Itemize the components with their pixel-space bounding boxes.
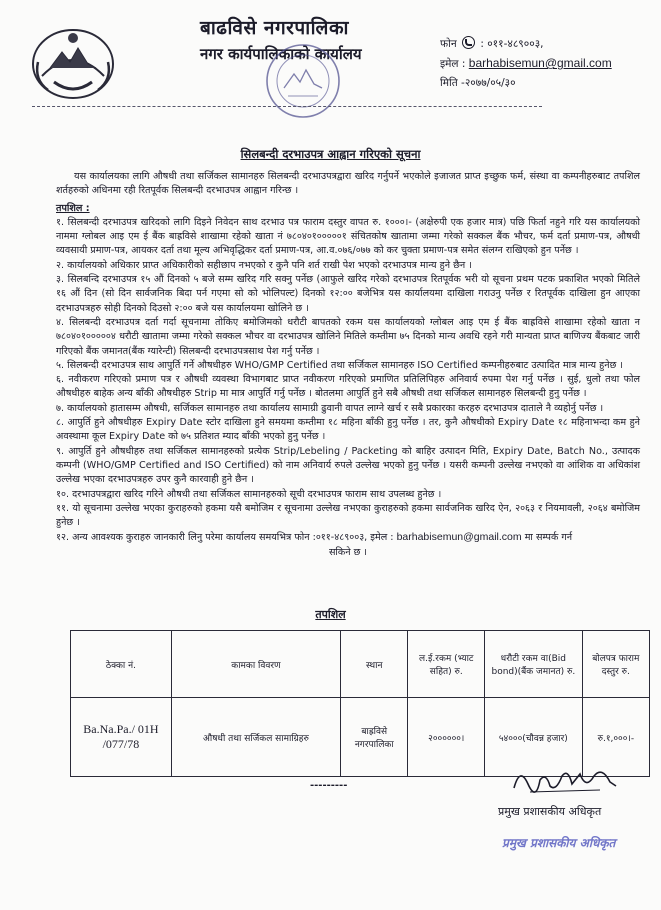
header-bid-bond: धरौटी रकम वा(Bid bond)(बैंक जमानत) रु. <box>485 631 583 698</box>
notice-intro: यस कार्यालयका लागि औषधी तथा सर्जिकल सामानहरु सिलबन्दी दरभाउपत्रद्वारा खरिद गर्नुपर्ने भएकोले इजाजत प्राप्त इच्छुक फर्म, संस्था वा कम्पनीहरुबाट तपशिल शर्तहरुको अधिनमा रही रितपूर्वक सिलबन्दी दरभाउपत्र आह्वान गरिन्छ । <box>56 171 640 197</box>
condition-item: ६. नवीकरण गरिएको प्रमाण पत्र र औषधी व्यवस्था विभागबाट प्राप्त नवीकरण गरिएको प्रमाणित प्रतिलिपिहरु अनिवार्य रुपमा पेश गर्नु पर्नेछ । सुई, धुलो तथा फोल औषधीहरु बाहेक अन्य बाँकी औषधीहरु Strip मा मात्र आपुर्ति गर्नु पर्नेछ । बोतलमा आपुर्ति हुने सबै औषधी तथा सर्जिकल सामानहरु सिलबन्दी हुनु पर्नेछ । <box>56 374 640 400</box>
notice-title-text: सिलबन्दी दरभाउपत्र आह्वान गरिएको सूचना <box>240 147 421 161</box>
phone-label: फोन <box>440 38 457 50</box>
header-description: कामका विवरण <box>171 631 340 698</box>
condition-item-contact <box>56 530 640 545</box>
tender-table <box>70 630 650 777</box>
org-name: बाढविसे नगरपालिका <box>200 17 349 39</box>
header-location: स्थान <box>341 631 408 698</box>
cell-form-fee: रु.१,०००।- <box>582 698 649 777</box>
contact-instruction-end: सकिने छ । <box>328 546 368 558</box>
condition-item: ११. यो सूचनामा उल्लेख भएका कुराहरुको हकमा यसै बमोजिम र सूचनामा उल्लेख नभएका कुराहरुको हकमा सार्वजनिक खरिद ऐन, २०६३ र नियमावली, २०६४ बमोजिम हुनेछ । <box>56 502 640 529</box>
notice-body <box>56 170 640 560</box>
handwritten-signature <box>510 762 620 800</box>
email-value: barhabisemun@gmail.com <box>468 56 612 70</box>
condition-item: ३. सिलबन्दि दरभाउपत्र १५ औं दिनको ५ बजे सम्म खरिद गरि सक्नु पर्नेछ (आफुले खरिद गरेको दरभाउपत्र रितपूर्वक भरी यो सूचना प्रथम पटक प्रकाशित भएको मितिले १६ औं दिन (सो दिन सार्वजनिक बिदा पर्न गएमा सो को भोलिपल्ट) दिनको १२:०० बजेभित्र यस कार्यालयमा दाखिला गराउनु पर्नेछ र रितपूर्वक दाखिला हुन आएका दरभाउपत्रहरु सोही दिनको दिउसो २:०० बजे यस कार्यालयमा खोलिने छ । <box>56 274 640 314</box>
condition-item: ८. आपुर्ति हुने औषधीहरु Expiry Date स्टोर दाखिला हुने समयमा कम्तीमा १८ महिना बाँकी हुनु पर्नेछ । तर, कुनै औषधीको Expiry Date १८ महिनाभन्दा कम हुने अवस्थामा कूल Expiry Date को ७५ प्रतिशत म्याद बाँकी भएको हुनु पर्नेछ । <box>56 417 640 443</box>
condition-item: ७. कार्यालयको हातासम्म औषधी, सर्जिकल सामानहरु तथा कार्यालय सामाग्री ढुवानी वापत लाग्ने खर्च र सबै प्रकारका करहरु दरभाउपत्र दाताले नै व्यहोर्नु पर्नेछ । <box>56 402 604 414</box>
signature-dashes: --------- <box>310 780 348 791</box>
signer-title: प्रमुख प्रशासकीय अधिकृत <box>498 805 602 818</box>
phone-value: : ०११-४८९००३, <box>480 38 544 50</box>
cell-description: औषधी तथा सर्जिकल सामाग्रिहरु <box>171 698 340 777</box>
office-name: नगर कार्यपालिकाको कार्यालय <box>200 45 362 63</box>
condition-item: ९. आपुर्ति हुने औषधीहरु तथा सर्जिकल सामानहरुको प्रत्येक Strip/Lebeling / Packeting को बाहिर उत्पादन मिति, Expiry Date, Batch No., उत्पादक कम्पनी (WHO/GMP Certified and ISO Certified) को नाम अनिवार्य रुपले उल्लेख भएको हुनु पर्नेछ । यसरी कम्पनी उल्लेख नभएको वा आंशिक वा अधिकांश उल्लेख भएका दरभाउपत्रहरु उपर कुनै कारवाही हुने छैन । <box>56 445 640 486</box>
phone-row <box>440 34 650 54</box>
header-contract-no: ठेक्का नं. <box>71 631 172 698</box>
header-estimate: ल.ई.रकम (भ्याट सहित) रु. <box>408 631 485 698</box>
office-seal-stamp <box>262 40 344 122</box>
cell-contract-no: Ba.Na.Pa./ 01H /077/78 <box>71 698 172 777</box>
official-stamp-text: प्रमुख प्रशासकीय अधिकृत <box>502 836 616 850</box>
date-row <box>440 74 650 93</box>
condition-item: ५. सिलबन्दी दरभाउपत्र साथ आपुर्ति गर्ने औषधीहरु WHO/GMP Certified तथा सर्जिकल सामानहरु ISO Certified कम्पनीहरुबाट उत्पादित मात्र मान्य हुनेछ । <box>56 359 623 371</box>
notice-title <box>0 147 661 162</box>
condition-item: ४. सिलबन्दी दरभाउपत्र दर्ता गर्दा सूचनामा तोकिए बमोजिमको धरौटी बापतको रकम यस कार्यालयको ग्लोबल आइ एम ई बैंक बाह्रविसे शाखामा रहेको खाता न ७८०४०१०००००४ धरौटी खातामा जम्मा गरेको सक्कल भौचर वा दरभाउपत्र खोलिने मितिले कम्तीमा ७५ दिनको मान्य अवधि रहने गरी मान्यता प्राप्त बाणिज्य बैंकबाट जारी गरिएको बैंक जमानत(बैंक ग्यारेन्टी) सिलबन्दी दरभाउपत्रसाथ पेश गर्नु पर्नेछ । <box>56 316 640 357</box>
phone-icon <box>462 36 475 49</box>
date-value: -२०७७/०५/३० <box>461 77 516 89</box>
table-header-row <box>71 631 650 698</box>
date-label: मिति <box>440 77 458 89</box>
cell-location: बाह्रविसे नगरपालिका <box>341 698 408 777</box>
condition-item: २. कार्यालयको अधिकार प्राप्त अधिकारीको सहीछाप नभएको र कुनै पनि शर्त राखी पेश भएको दरभाउपत्र मान्य हुने छैन । <box>56 259 472 271</box>
email-row <box>440 54 650 74</box>
condition-item: १. सिलबन्दी दरभाउपत्र खरिदको लागि दिइने निवेदन साथ दरभाउ पत्र फाराम दस्तुर वापत रु. १०००।- (अक्षेरुपी एक हजार मात्र) पछि फिर्ता नहुने गरि यस कार्यालयको नाममा ग्लोबल आइ एम ई बैंक बाह्रविसे शाखामा रहेको खाता नं ७८०४०१०००००१ संचितकोष खातामा जम्मा गरेको सक्कल बैंक भौचर, फर्म दर्ता प्रमाण-पत्र, औषधी व्यवसायी प्रमाण-पत्र, आयकर दर्ता तथा मूल्य अभिवृद्धिकर दर्ता प्रमाण-पत्र, आ.व.०७६/०७७ को कर चुक्ता प्रमाण-पत्र समेत संलग्न राखिएको हुन पर्नेछ । <box>56 216 640 257</box>
table-title <box>0 607 661 622</box>
contact-instruction-suffix: मा सम्पर्क गर्न <box>524 532 573 544</box>
condition-item: १०. दरभाउपत्रद्वारा खरिद गरिने औषधी तथा सर्जिकल सामानहरुको सूची दरभाउपत्र फाराम साथ उपलब्ध हुनेछ । <box>56 488 442 500</box>
nepal-emblem-icon <box>30 24 116 102</box>
conditions-list <box>56 216 640 546</box>
cell-bid-bond: ५४०००(चौवन्न हजार) <box>485 698 583 777</box>
contact-instruction: १२. अन्य आवश्यक कुराहरु जानकारी लिनु परेमा कार्यालय समयभित्र फोन :०११-४८९००३, इमेल : <box>56 532 394 544</box>
table-title-text: तपशिल <box>315 608 346 621</box>
email-label: इमेल : <box>440 58 466 70</box>
contact-email-link[interactable]: barhabisemun@gmail.com <box>396 531 522 544</box>
conditions-heading: तपशिल : <box>56 202 90 214</box>
header-form-fee: बोलपत्र फाराम दस्तुर रु. <box>582 631 649 698</box>
cell-estimate: २००००००। <box>408 698 485 777</box>
header-divider <box>32 106 542 107</box>
contact-block <box>440 34 650 93</box>
